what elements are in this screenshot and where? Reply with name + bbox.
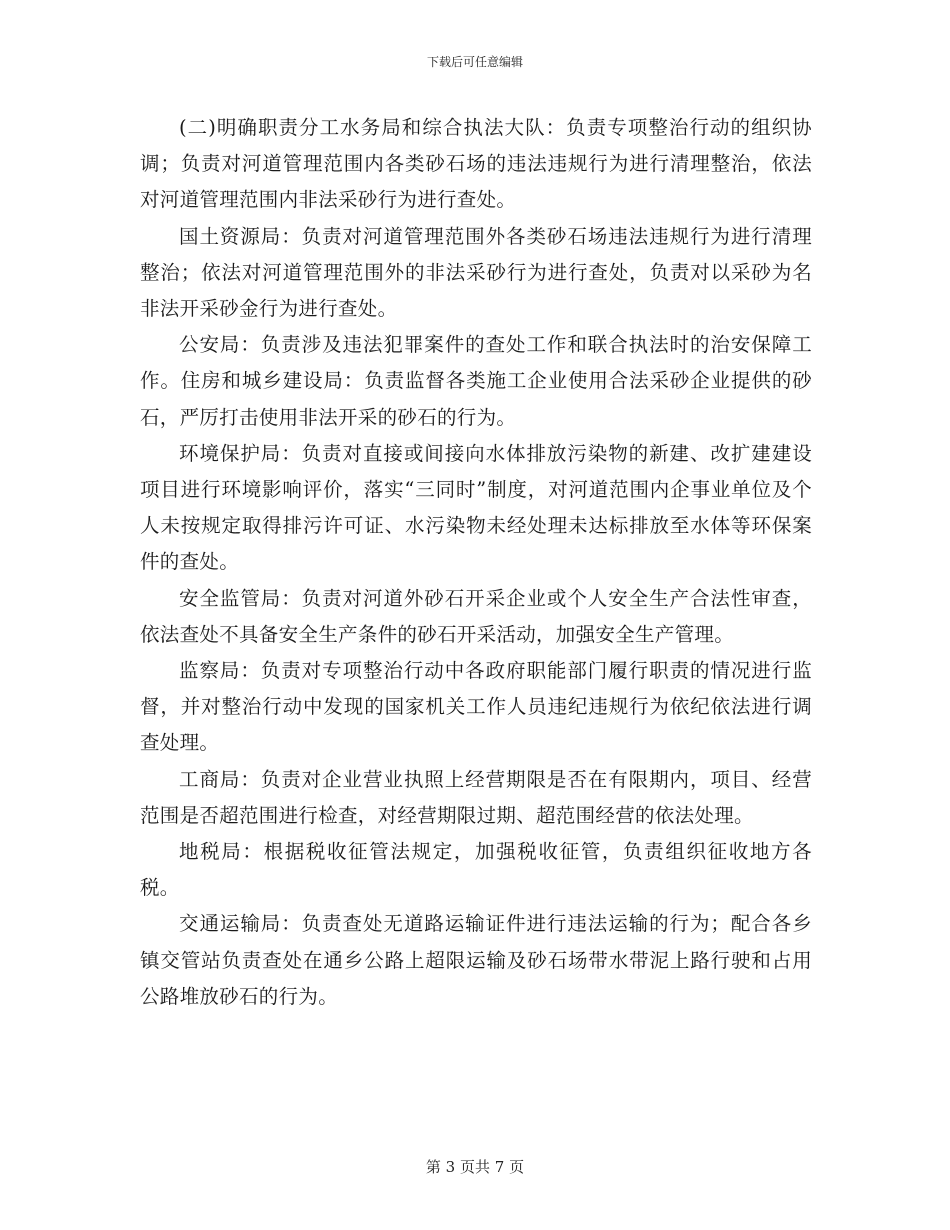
paragraph-land-resources: 国土资源局：负责对河道管理范围外各类砂石场违法违规行为进行清理整治；依法对河道管理范围外的非法采砂行为进行查处，负责对以采砂为名非法开采砂金行为进行查处。 (140, 224, 812, 321)
paragraph-transport: 交通运输局：负责查处无道路运输证件进行违法运输的行为；配合各乡镇交管站负责查处在通乡公路上超限运输及砂石场带水带泥上路行驶和占用公路堆放砂石的行为。 (140, 912, 812, 1008)
paragraph-safety: 安全监管局：负责对河道外砂石开采企业或个人安全生产合法性审查，依法查处不具备安全生产条件的砂石开采活动，加强安全生产管理。 (140, 586, 812, 646)
page-header: 下载后可任意编辑 (426, 55, 523, 69)
page-number: 第 3 页共 7 页 (425, 1158, 525, 1176)
paragraph-responsibilities-water: (二)明确职责分工水务局和综合执法大队：负责专项整治行动的组织协调；负责对河道管理范围内各类砂石场的违法违规行为进行清理整治，依法对河道管理范围内非法采砂行为进行查处。 (140, 116, 812, 212)
body-text (140, 110, 812, 1015)
paragraph-tax: 地税局：根据税收征管法规定，加强税收征管，负责组织征收地方各税。 (140, 840, 812, 900)
paragraph-environment: 环境保护局：负责对直接或间接向水体排放污染物的新建、改扩建建设项目进行环境影响评价，落实“三同时”制度，对河道范围内企事业单位及个人未按规定取得排污许可证、水污染物未经处理未达标排放至水体等环保案件的查处。 (140, 441, 812, 574)
paragraph-supervision: 监察局：负责对专项整治行动中各政府职能部门履行职责的情况进行监督，并对整治行动中发现的国家机关工作人员违纪违规行为依纪依法进行调查处理。 (140, 659, 812, 755)
paragraph-commerce: 工商局：负责对企业营业执照上经营期限是否在有限期内，项目、经营范围是否超范围进行检查，对经营期限过期、超范围经营的依法处理。 (140, 767, 812, 827)
paragraph-public-security: 公安局：负责涉及违法犯罪案件的查处工作和联合执法时的治安保障工作。住房和城乡建设局：负责监督各类施工企业使用合法采砂企业提供的砂石，严厉打击使用非法开采的砂石的行为。 (140, 333, 812, 429)
